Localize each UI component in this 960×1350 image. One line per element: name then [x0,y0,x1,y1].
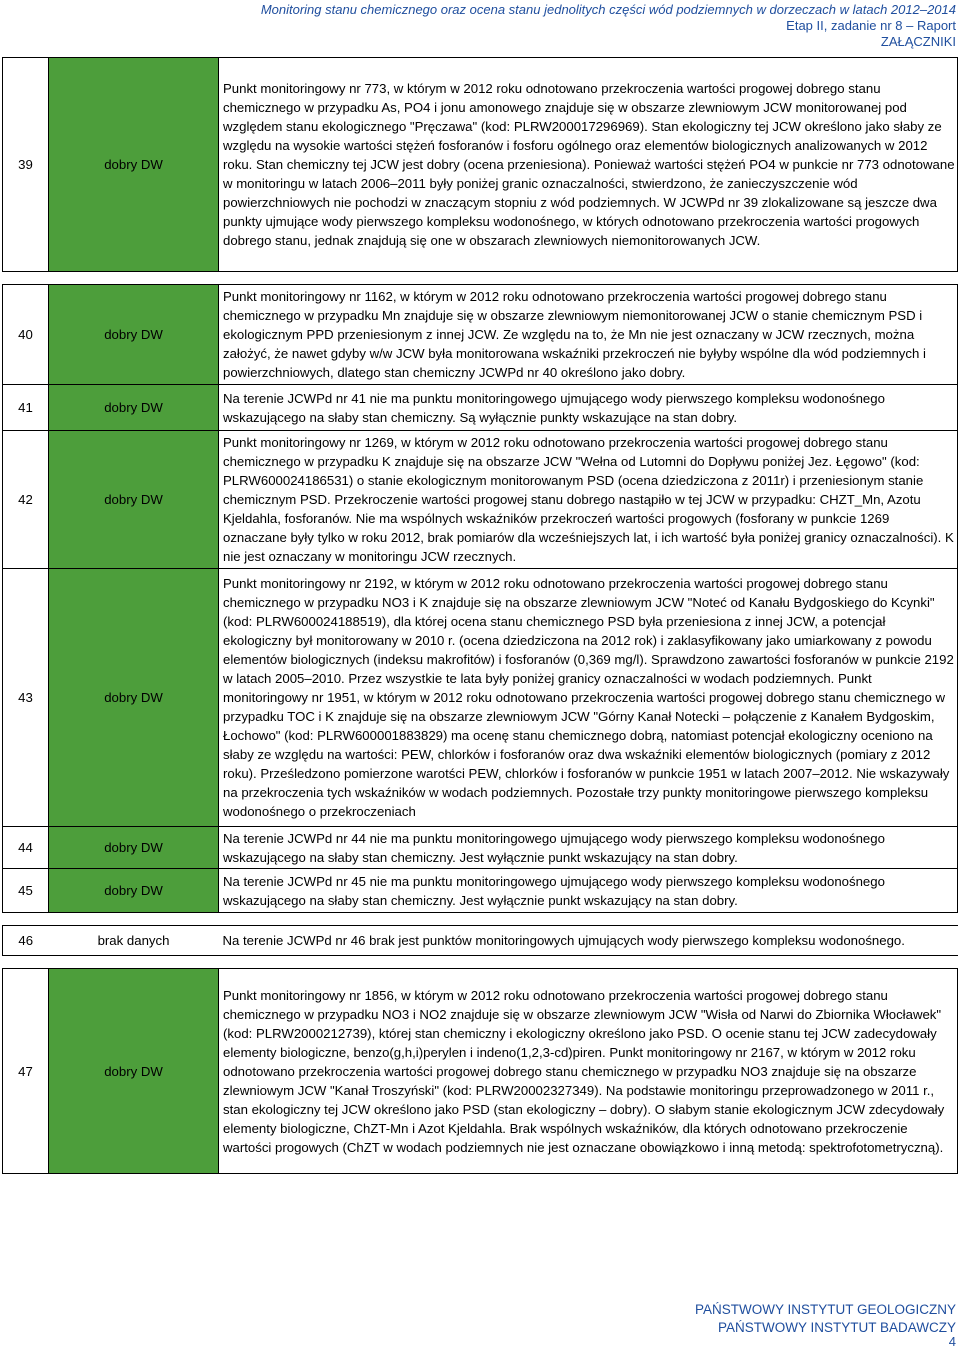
table-row [3,869,958,913]
row-number: 46 [3,926,49,956]
row-number: 45 [3,869,49,913]
table-row [3,969,958,1174]
institute-subtitle: PAŃSTWOWY INSTYTUT BADAWCZY [717,1320,956,1335]
row-gap [3,956,958,969]
table-row [3,827,958,869]
row-number: 42 [3,431,49,569]
row-gap [3,913,958,926]
description-cell: Na terenie JCWPd nr 44 nie ma punktu monitoringowego ujmującego wody pierwszego kompleksu wodonośnego wskazującego na słaby stan chemiczny. Jest wyłącznie punkt wskazujący na stan dobry. [219,827,958,869]
status-cell: dobry DW [49,569,219,827]
status-cell: brak danych [49,926,219,956]
report-stage: Etap II, zadanie nr 8 – Raport [786,18,956,33]
description-cell: Punkt monitoringowy nr 773, w którym w 2012 roku odnotowano przekroczenia wartości progowej dobrego stanu chemicznego w przypadku As, PO4 i jonu amonowego znajduje się w obszarze zlewniowym JCW monitorowanej pod względem stanu ekologicznego "Pręczawa" (kod: PLRW200017296969). Stan ekologiczny tej JCW określono jako słaby ze względu na wysokie wartości stężeń fosforanów i fosforu ogólnego oraz elementów biologicznych analizowanych w 2012 roku. Stan chemiczny tej JCW jest dobry (ocena przeniesiona). Ponieważ wartości stężeń PO4 w punkcie nr 773 odnotowane w monitoringu w latach 2006–2011 były poniżej granic oznaczalności, stwierdzono, że zanieczyszczenie wód powierzchniowych nie pochodzi w znaczącym stopniu z wód podziemnych. W JCWPd nr 39 zlokalizowane są jeszcze dwa punkty ujmujące wody pierwszego kompleksu wodonośnego, w których odnotowano przekroczenia wartości progowych dobrego stanu, jednak znajdują się one w obszarach zlewniowych niemonitorowanych JCW. [219,58,958,272]
table-row [3,285,958,385]
description-cell: Punkt monitoringowy nr 1856, w którym w 2012 roku odnotowano przekroczenia wartości progowej dobrego stanu chemicznego w przypadku NO3 i NO2 znajduje się w obszarze zlewniowym JCW "Wisła od Narwi do Zbiornika Włocławek" (kod: PLRW2000212739), której stan chemiczny i ekologiczny określono jako PSD. O ocenie stanu tej JCW zadecydowały elementy biologiczne, benzo(g,h,i)perylen i indeno(1,2,3-cd)piren. Punkt monitoringowy nr 2167, w którym w 2012 roku odnotowano przekroczenia wartości progowej dobrego stanu chemicznego w przypadku NO3 znajduje się na obszarze zlewniowym JCW "Kanał Troszyński" (kod: PLRW20002327349). Na podstawie monitoringu przeprowadzonego w 2011 r., stan ekologiczny tej JCW określono jako PSD (stan ekologiczny – dobry). O słabym stanie ekologicznym JCW zdecydowały elementy biologiczne, ChZT-Mn i Azot Kjeldahla. Brak wspólnych wskaźników, dla których odnotowano przekroczenie wartości progowych (ChZT w wodach podziemnych nie jest oznaczane obowiązkowo i inną metodą: spektrofotometryczną). [219,969,958,1174]
description-cell: Na terenie JCWPd nr 41 nie ma punktu monitoringowego ujmującego wody pierwszego kompleksu wodonośnego wskazującego na słaby stan chemiczny. Są wyłącznie punkty wskazujące na stan dobry. [219,385,958,431]
report-title: Monitoring stanu chemicznego oraz ocena stanu jednolitych części wód podziemnych w dorzeczach w latach 2012–2014 [260,2,956,17]
row-number: 43 [3,569,49,827]
page-header [261,2,956,50]
status-cell: dobry DW [49,285,219,385]
description-cell: Punkt monitoringowy nr 1269, w którym w 2012 roku odnotowano przekroczenia wartości progowej dobrego stanu chemicznego w przypadku K znajduje się na obszarze JCW "Wełna od Lutomni do Dopływu poniżej Jez. Łęgowo" (kod: PLRW600024186531) o stanie ekologicznym monitorowanym PSD (ocena dziedziczona z 2011r) i przeniesionym stanie chemicznym PSD. Przekroczenie wartości progowej stanu dobrego nastąpiło w tej JCW w przypadku: CHZT_Mn, Azotu Kjeldahla, fosforanów. Nie ma wspólnych wskaźników przekroczeń wartości progowych (fosforany w punkcie 1269 oznaczane były tylko w roku 2012, brak pomiarów dla wcześniejszych lat, i ich wartość była poniżej granicy oznaczalności). K nie jest oznaczany w monitoringu JCW rzecznych. [219,431,958,569]
description-cell: Na terenie JCWPd nr 46 brak jest punktów monitoringowych ujmujących wody pierwszego kompleksu wodonośnego. [219,926,958,956]
status-cell: dobry DW [49,58,219,272]
description-cell: Na terenie JCWPd nr 45 nie ma punktu monitoringowego ujmującego wody pierwszego kompleksu wodonośnego wskazującego na słaby stan chemiczny. Jest wyłącznie punkt wskazujący na stan dobry. [219,869,958,913]
description-cell: Punkt monitoringowy nr 1162, w którym w 2012 roku odnotowano przekroczenia wartości progowej dobrego stanu chemicznego w przypadku Mn znajduje się w obszarze zlewniowym niemonitorowanej JCW o stanie chemicznym PSD i ekologicznym PPD przeniesionym z innej JCW. Ze względu na to, że Mn nie jest oznaczany w JCW rzecznych, można założyć, że nawet gdyby w/w JCW była monitorowana wskaźniki przekroczeń nie byłyby wspólne dla wód podziemnych i powierzchniowych, dlatego stan chemiczny JCWPd nr 40 określono jako dobry. [219,285,958,385]
status-cell: dobry DW [49,431,219,569]
table-row [3,58,958,272]
table-row [3,431,958,569]
status-cell: dobry DW [49,969,219,1174]
row-number: 40 [3,285,49,385]
table-row [3,926,958,956]
table-row [3,385,958,431]
status-cell: dobry DW [49,827,219,869]
page-footer [695,1301,956,1337]
row-gap [3,272,958,285]
row-number: 44 [3,827,49,869]
report-annex: ZAŁĄCZNIKI [880,34,956,49]
jcwpd-assessment-table [2,57,958,1174]
row-number: 39 [3,58,49,272]
status-cell: dobry DW [49,385,219,431]
page-number: 4 [948,1334,956,1349]
row-number: 47 [3,969,49,1174]
status-cell: dobry DW [49,869,219,913]
row-number: 41 [3,385,49,431]
table-row [3,569,958,827]
description-cell: Punkt monitoringowy nr 2192, w którym w 2012 roku odnotowano przekroczenia wartości progowej dobrego stanu chemicznego w przypadku NO3 i K znajduje się na obszarze zlewniowym JCW "Noteć od Kanału Bydgoskiego do Kcynki" (kod: PLRW600024188519), dla której ocena stanu chemicznego PSD była przeniesiona z innej JCW, a potencjał ekologiczny był monitorowany w 2010 r. (ocena dziedziczona na 2012 rok) i zaklasyfikowany jako umiarkowany z powodu elementów biologicznych (indeksu makrofitów) i fosforanów (0,369 mg/l). Sprawdzono zawartości fosforanów w punkcie 2192 w latach 2005–2010. Przez wszystkie te lata były poniżej granicy oznaczalności w wodach podziemnych. Punkt monitoringowy nr 1951, w którym w 2012 roku odnotowano przekroczenia wartości progowej dobrego stanu chemicznego w przypadku TOC i K znajduje się na obszarze zlewniowym JCW "Górny Kanał Notecki – połączenie z Kanałem Bydgoskim, Łochowo" (kod: PLRW600001883829) ma ocenę stanu chemicznego dobrą, natomiast potencjał ekologiczny oceniono na słaby ze względu na wartości: PEW, chlorków i fosforanów oraz dwa wskaźniki elementów biologicznych (pomiary z 2012 roku). Prześledzono pomierzone warotści PEW, chlorków i fosforanów w punkcie 1951 w latach 2007–2012. Nie wskazywały na przekroczenia tych wskaźników w wodach podziemnych. Pozostałe trzy punkty monitoringowe pierwszego kompleksu wodonośnego o przekroczeniach [219,569,958,827]
institute-name: PAŃSTWOWY INSTYTUT GEOLOGICZNY [694,1302,956,1317]
